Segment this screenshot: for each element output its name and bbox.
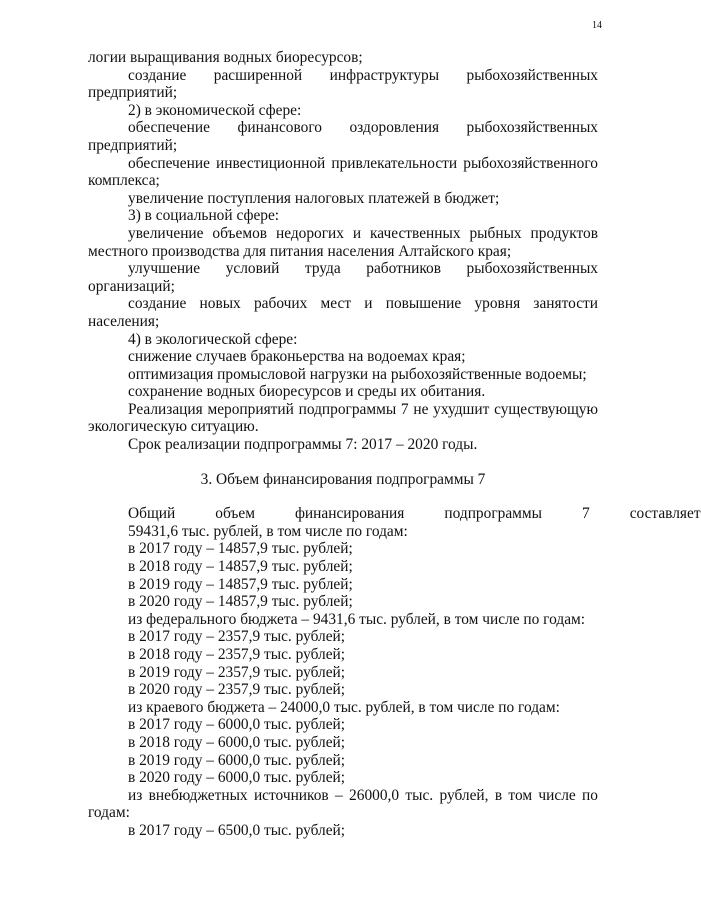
paragraph: создание расширенной инфраструктуры рыбохозяйственных предприятий; [88,66,598,102]
year-amount-line: в 2020 году – 14857,9 тыс. рублей; [128,593,353,611]
page-number: 14 [592,20,602,31]
paragraph: Реализация мероприятий подпрограммы 7 не ухудшит существующую экологическую ситуацию. [88,400,598,436]
paragraph: снижение случаев браконьерства на водоемах края; [128,348,466,366]
intro-word: подпрограммы [444,505,542,523]
paragraph: обеспечение финансового оздоровления рыбохозяйственных предприятий; [88,119,598,154]
paragraph: логии выращивания водных биоресурсов; [88,49,363,66]
intro-word: 7 [581,505,590,523]
paragraph: увеличение объемов недорогих и качественных рыбных продуктов местного производства для питания населения Алтайского края; [88,224,598,260]
paragraph: оптимизация промысловой нагрузки на рыбохозяйственные водоемы; [128,365,587,383]
intro-word: Общий [128,505,176,523]
financing-intro-first-line [88,505,701,523]
paragraph: Срок реализации подпрограммы 7: 2017 – 2020 годы. [128,436,478,454]
intro-word: составляет [629,505,701,523]
extra-by-year-list [88,822,598,840]
paragraph: сохранение водных биоресурсов и среды их обитания. [128,383,486,401]
financing-intro-rest: 59431,6 тыс. рублей, в том числе по годам: [128,522,408,540]
paragraph: улучшение условий труда работников рыбохозяйственных организаций; [88,260,598,295]
year-amount-line: в 2017 году – 14857,9 тыс. рублей; [128,540,353,558]
year-amount-line: в 2020 году – 2357,9 тыс. рублей; [128,681,346,699]
financing-intro [88,505,701,540]
regional-intro: из краевого бюджета – 24000,0 тыс. рублей, в том числе по годам: [128,698,560,716]
federal-by-year-list [88,628,598,698]
intro-word: финансирования [294,505,405,523]
paragraph: обеспечение инвестиционной привлекательности рыбохозяйственного комплекса; [88,154,598,190]
year-amount-line: в 2018 году – 6000,0 тыс. рублей; [128,733,346,751]
year-amount-line: в 2017 году – 6500,0 тыс. рублей; [128,821,346,839]
paragraph: создание новых рабочих мест и повышение уровня занятости населения; [88,295,598,330]
year-amount-line: в 2017 году – 6000,0 тыс. рублей; [128,716,346,734]
year-amount-line: в 2018 году – 2357,9 тыс. рублей; [128,646,346,663]
paragraph: 2) в экономической сфере: [128,101,302,119]
year-amount-line: в 2020 году – 6000,0 тыс. рублей; [128,769,346,787]
year-amount-line: в 2017 году – 2357,9 тыс. рублей; [128,628,346,646]
federal-intro: из федерального бюджета – 9431,6 тыс. рублей, в том числе по годам: [128,610,586,628]
year-amount-line: в 2019 году – 14857,9 тыс. рублей; [128,575,353,593]
extra-budget-intro: из внебюджетных источников – 26000,0 тыс. рублей, в том числе по годам: [88,786,598,822]
regional-by-year-list [88,716,598,786]
year-amount-line: в 2019 году – 6000,0 тыс. рублей; [128,751,346,769]
total-by-year-list [88,540,598,610]
section-title: 3. Объем финансирования подпрограммы 7 [200,470,486,488]
goals-paragraphs [88,49,598,454]
paragraph: 4) в экологической сфере: [128,330,298,348]
year-amount-line: в 2018 году – 14857,9 тыс. рублей; [128,558,353,576]
paragraph: 3) в социальной сфере: [128,207,280,225]
document-body [88,49,701,840]
intro-word: объем [215,505,255,523]
paragraph: увеличение поступления налоговых платежей в бюджет; [128,189,500,207]
year-amount-line: в 2019 году – 2357,9 тыс. рублей; [128,663,346,681]
